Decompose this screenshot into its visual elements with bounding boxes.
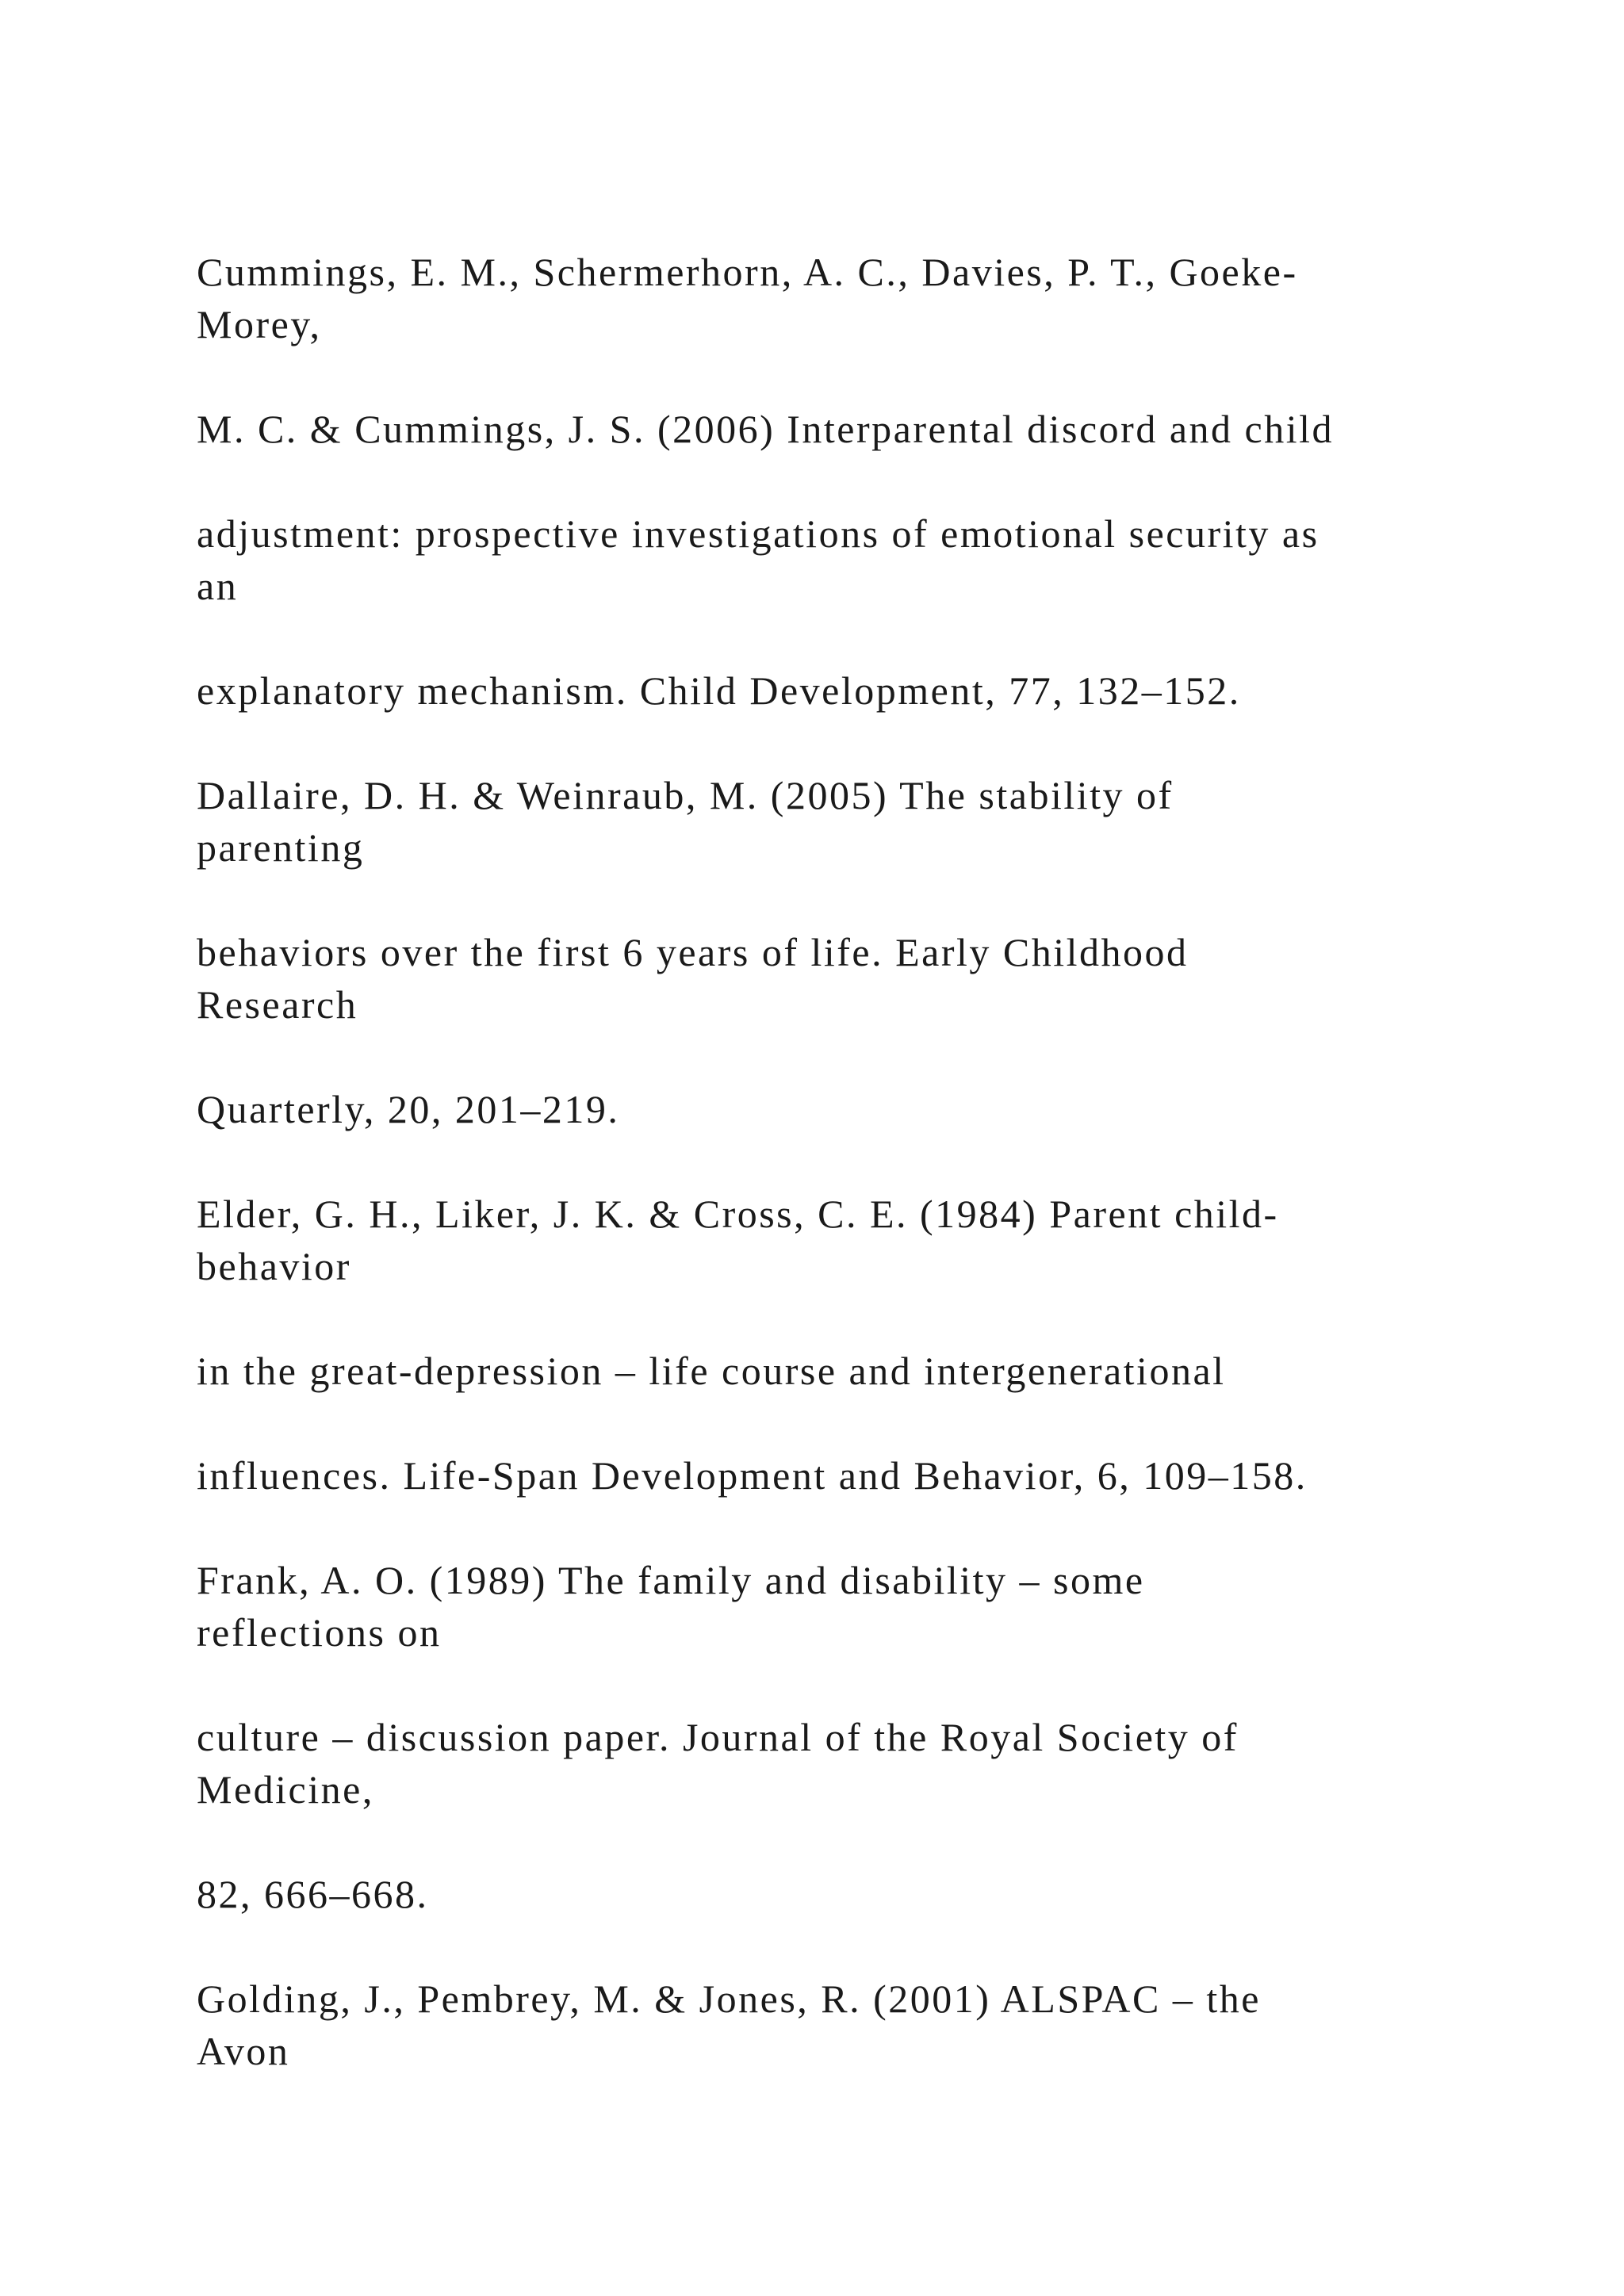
reference-line: Frank, A. O. (1989) The family and disability – some reflections on (197, 1558, 1145, 1655)
reference-line: in the great-depression – life course and intergenerational (197, 1349, 1226, 1393)
reference-line: explanatory mechanism. Child Development, 77, 132–152. (197, 668, 1241, 713)
reference-line: influences. Life-Span Development and Behavior, 6, 109–158. (197, 1453, 1308, 1498)
reference-line: behaviors over the first 6 years of life. Early Childhood Research (197, 930, 1189, 1027)
reference-line: Dallaire, D. H. & Weinraub, M. (2005) The stability of parenting (197, 773, 1174, 870)
reference-line: Quarterly, 20, 201–219. (197, 1087, 620, 1131)
reference-line: culture – discussion paper. Journal of the Royal Society of Medicine, (197, 1715, 1239, 1812)
reference-line: Elder, G. H., Liker, J. K. & Cross, C. E. (1984) Parent child- behavior (197, 1192, 1279, 1288)
reference-list (197, 246, 1465, 2077)
reference-line: adjustment: prospective investigations of emotional security as an (197, 511, 1320, 608)
reference-line: 82, 666–668. (197, 1872, 429, 1916)
reference-line: M. C. & Cummings, J. S. (2006) Interparental discord and child (197, 407, 1335, 451)
reference-line: Cummings, E. M., Schermerhorn, A. C., Davies, P. T., Goeke- Morey, (197, 250, 1298, 346)
reference-line: Golding, J., Pembrey, M. & Jones, R. (2001) ALSPAC – the Avon (197, 1976, 1261, 2073)
